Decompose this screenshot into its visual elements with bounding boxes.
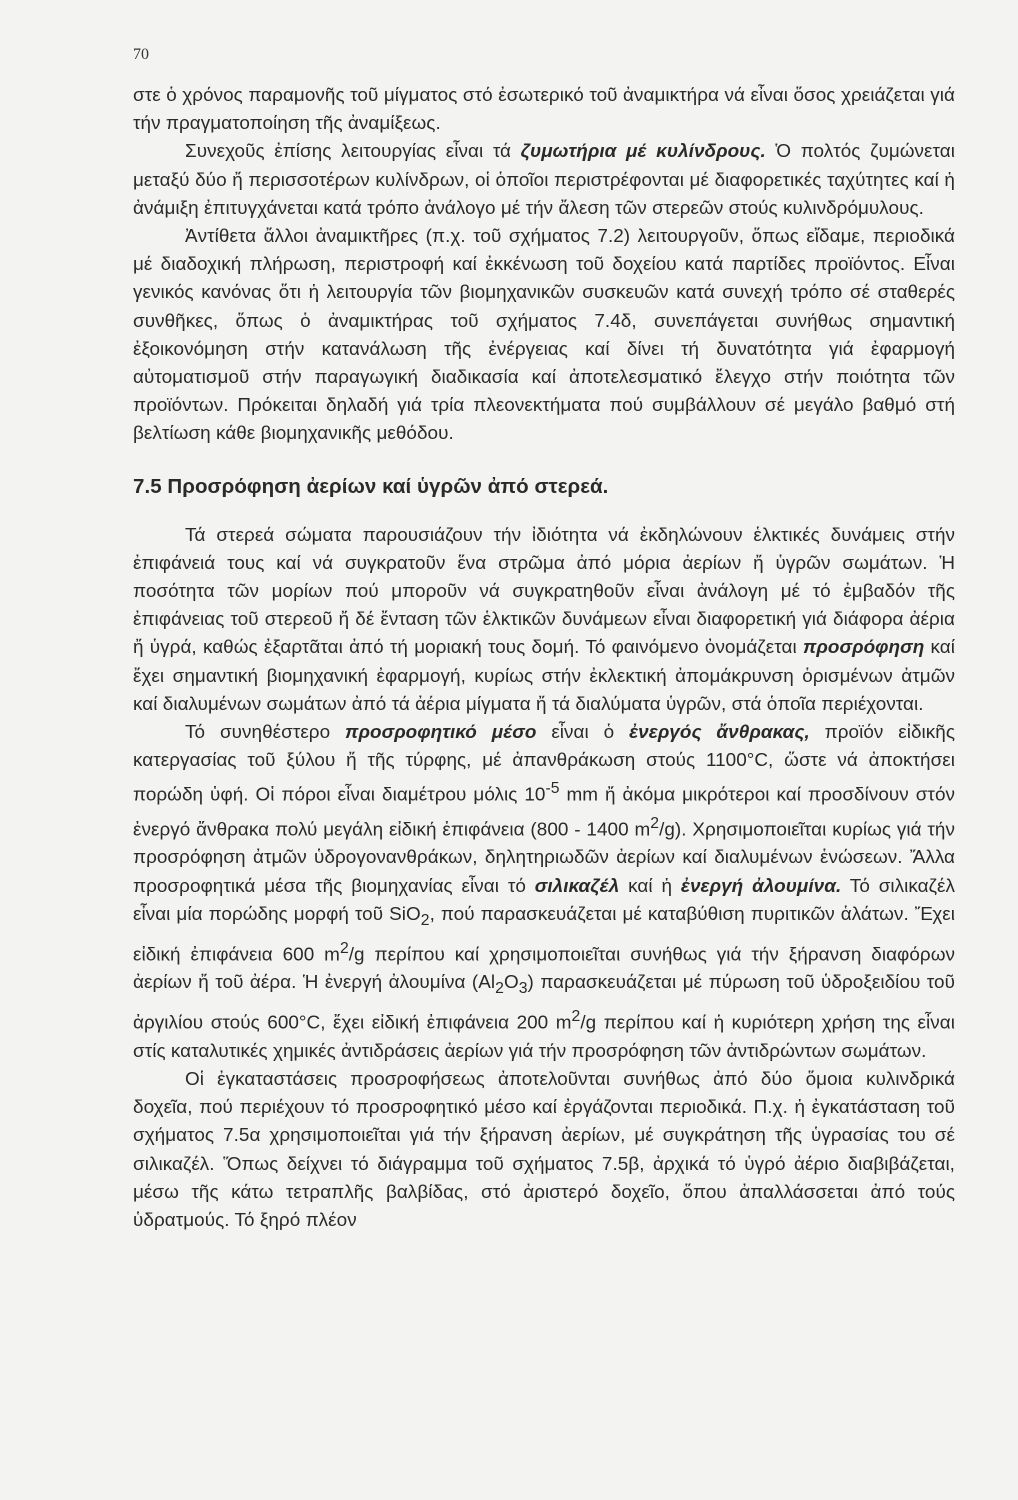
section-heading: 7.5 Προσρόφηση ἀερίων καί ὑγρῶν ἀπό στερεά. (133, 474, 609, 498)
term-silica-gel: σιλικαζέλ (534, 875, 620, 897)
term-adsorption: προσρόφηση (802, 637, 925, 659)
term-adsorbent-medium: προσροφητικό μέσο (345, 722, 537, 744)
term-kneading-rollers: ζυμωτήρια μέ κυλίνδρους. (520, 141, 766, 163)
paragraph-adsorption-intro: Τά στερεά σώματα παρουσιάζουν τήν ἰδιότητα νά ἐκδηλώνουν ἑλκτικές δυνάμεις στήν ἐπιφάνειά τους καί νά συγκρατοῦν ἕνα στρῶμα ἀπό μόρια ἀερίων ἤ ὑγρῶν σωμάτων. Ἡ ποσότητα τῶν μορίων πού μποροῦν νά συγκρατηθοῦν εἶναι ἀνάλογη μέ τό ἐμβαδόν τῆς ἐπιφάνειας τοῦ στερεοῦ ἤ δέ ἔνταση τῶν ἑλκτικῶν δυνάμεων εἶναι διαφορετική γιά διάφορα ἀέρια ἤ ὑγρά, καθώς ἐξαρτᾶται ἀπό τή μοριακή τους δομή. Τό φαινόμενο ὀνομάζεται προσρόφηση καί ἔχει σημαντική βιομηχανική ἐφαρμογή, κυρίως στήν ἐκλεκτική ἀπομάκρυνση ὁρισμένων ἀτμῶν καί διαλυμένων σωμάτων ἀπό τά ἀέρια μίγματα ἤ τά διαλύματα ὑγρῶν, στά ὁποῖα περιέχονται. (133, 524, 955, 715)
paragraph-continuation: στε ὁ χρόνος παραμονῆς τοῦ μίγματος στό ἐσωτερικό τοῦ ἀναμικτήρα νά εἶναι ὅσος χρειάζεται γιά τήν πραγματοποίηση τῆς ἀναμίξεως. (133, 85, 955, 135)
paragraph-kneaders: Συνεχοῦς ἐπίσης λειτουργίας εἶναι τά ζυμωτήρια μέ κυλίνδρους. Ὁ πολτός ζυμώνεται μεταξύ δύο ἤ περισσοτέρων κυλίνδρων, οἱ ὁποῖοι περιστρέφονται μέ διαφορετικές ταχύτητες καί ἡ ἀνάμιξη ἐπιτυγχάνεται κατά τρόπο ἀνάλογο μέ τήν ἄλεση τῶν στερεῶν στούς κυλινδρόμυλους. (133, 141, 955, 219)
term-activated-alumina: ἐνεργή ἀλουμίνα. (680, 875, 842, 897)
paragraph-batch-mixers: Ἀντίθετα ἄλλοι ἀναμικτῆρες (π.χ. τοῦ σχήματος 7.2) λειτουργοῦν, ὅπως εἴδαμε, περιοδικά μέ διαδοχική πλήρωση, περιστροφή καί ἐκκένωση τοῦ δοχείου κατά παρτίδες προϊόντος. Εἶναι γενικός κανόνας ὅτι ἡ λειτουργία τῶν βιομηχανικῶν συσκευῶν κατά συνεχή τρόπο σέ σταθερές συνθῆκες, ὅπως ὁ ἀναμικτήρας τοῦ σχήματος 7.4δ, συνεπάγεται συνήθως σημαντική ἐξοικονόμηση στήν κατανάλωση τῆς ἐνέργειας καί δίνει τή δυνατότητα γιά ἐφαρμογή αὐτοματισμοῦ στήν παραγωγική διαδικασία καί ἀποτελεσματικό ἔλεγχο στήν ποιότητα τῶν προϊόντων. Πρόκειται δηλαδή γιά τρία πλεονεκτήματα πού συμβάλλουν σέ μεγάλο βαθμό στή βελτίωση κάθε βιομηχανικῆς μεθόδου. (133, 226, 955, 445)
page-number: 70 (133, 46, 149, 63)
paragraph-adsorbents: Τό συνηθέστερο προσροφητικό μέσο εἶναι ὁ ἐνεργός ἄνθρακας, προϊόν εἰδικῆς κατεργασίας τοῦ ξύλου ἤ τῆς τύρφης, μέ ἀπανθράκωση στούς 1100°C, ὥστε νά ἀποκτήσει πορώδη ὑφή. Οἱ πόροι εἶναι διαμέτρου μόλις $10^{-5}$ mm ἤ ἀκόμα μικρότεροι καί προσδίνουν στόν ἐνεργό ἄνθρακα πολύ μεγάλη εἰδική ἐπιφάνεια (800 - 1400 $m^2/g$). Χρησιμοποιεῖται κυρίως γιά τήν προσρόφηση ἀτμῶν ὑδρογονανθράκων, δηλητηριωδῶν ἀερίων καί διαλυμένων ἑνώσεων. Ἄλλα προσροφητικά μέσα τῆς βιομηχανίας εἶναι τό σιλικαζέλ καί ἡ ἐνεργή ἀλουμίνα. Τό σιλικαζέλ εἶναι μία πορώδης μορφή τοῦ SiO$_2$, πού παρασκευάζεται μέ καταβύθιση πυριτικῶν ἁλάτων. Ἔχει εἰδική ἐπιφάνεια 600 $m^2/g$ περίπου καί χρησιμοποιεῖται συνήθως γιά τήν ξήρανση διαφόρων ἀερίων ἤ τοῦ ἀέρα. Ἡ ἐνεργή ἀλουμίνα $(Al_2O_3)$ παρασκευάζεται μέ πύρωση τοῦ ὑδροξειδίου τοῦ ἀργιλίου στούς 600°C, ἔχει εἰδική ἐπιφάνεια 200 $m^2/g$ περίπου καί ἡ κυριότερη χρήση της εἶναι στίς καταλυτικές χημικές ἀντιδράσεις ἀερίων γιά τήν προσρόφηση τῶν ἀντιδρώντων σωμάτων. (133, 722, 955, 1062)
page-body (133, 82, 955, 1235)
term-activated-carbon: ἐνεργός ἄνθρακας, (629, 722, 810, 744)
paragraph-installations: Οἱ ἐγκαταστάσεις προσροφήσεως ἀποτελοῦνται συνήθως ἀπό δύο ὅμοια κυλινδρικά δοχεῖα, πού περιέχουν τό προσροφητικό μέσο καί ἐργάζονται περιοδικά. Π.χ. ἡ ἐγκατάσταση τοῦ σχήματος 7.5α χρησιμοποιεῖται γιά τήν ξήρανση ἀερίων, μέ συγκράτηση τῆς ὑγρασίας του σέ σιλικαζέλ. Ὅπως δείχνει τό διάγραμμα τοῦ σχήματος 7.5β, ἀρχικά τό ὑγρό ἀέριο διαβιβάζεται, μέσω τῆς κάτω τετραπλῆς βαλβίδας, στό ἀριστερό δοχεῖο, ὅπου ἀπαλλάσσεται ἀπό τούς ὑδρατμούς. Τό ξηρό πλέον (133, 1069, 955, 1232)
